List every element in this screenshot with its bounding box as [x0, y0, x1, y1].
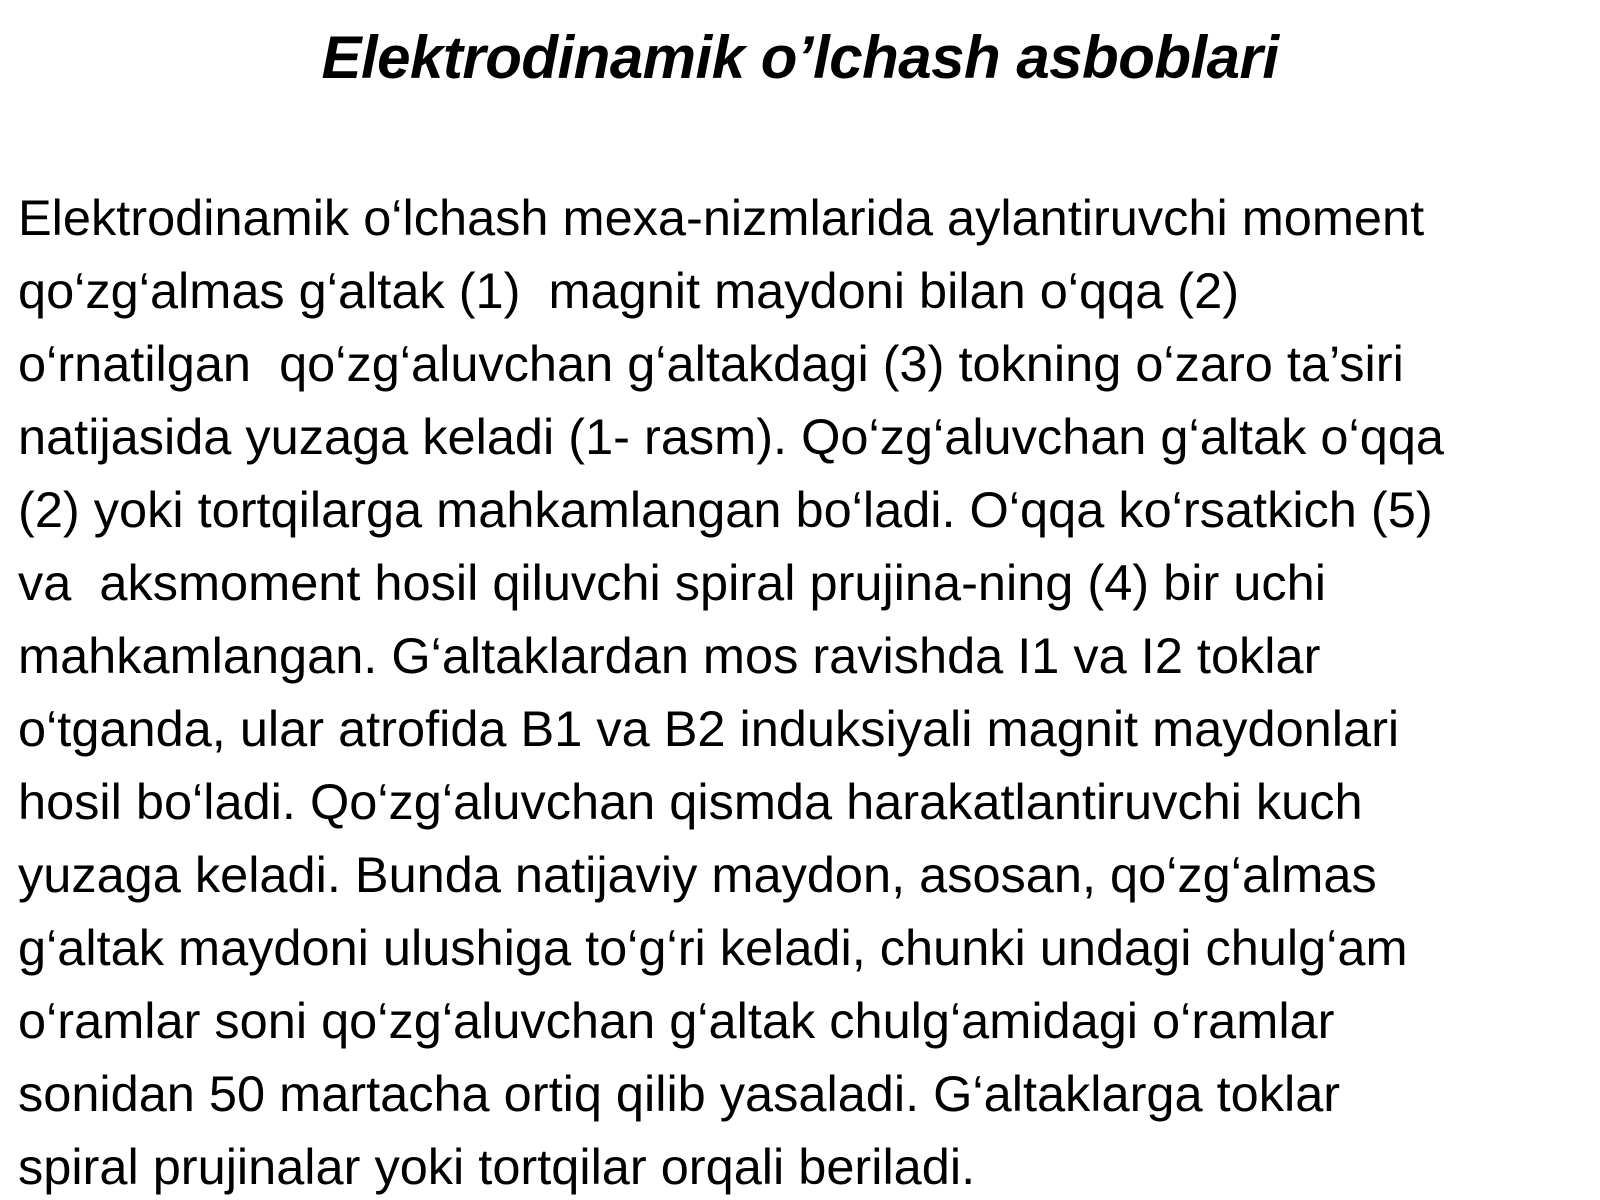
body-line: Elektrodinamik o‘lchash mexa-nizmlarida aylantiruvchi moment: [18, 189, 1425, 246]
body-line: va aksmoment hosil qiluvchi spiral prujina-ning (4) bir uchi: [18, 554, 1326, 611]
body-line: o‘ramlar soni qo‘zg‘aluvchan g‘altak chulg‘amidagi o‘ramlar: [18, 992, 1335, 1049]
body-line: sonidan 50 martacha ortiq qilib yasaladi. G‘altaklarga toklar: [18, 1065, 1341, 1122]
body-line: yuzaga keladi. Bunda natijaviy maydon, asosan, qo‘zg‘almas: [18, 846, 1377, 903]
body-line: natijasida yuzaga keladi (1- rasm). Qo‘zg‘aluvchan g‘altak o‘qqa: [18, 408, 1444, 465]
body-line: (2) yoki tortqilarga mahkamlangan bo‘ladi. O‘qqa ko‘rsatkich (5): [18, 481, 1433, 538]
body-line: spiral prujinalar yoki tortqilar orqali beriladi.: [18, 1138, 976, 1195]
body-line: hosil bo‘ladi. Qo‘zg‘aluvchan qismda harakatlantiruvchi kuch: [18, 773, 1363, 830]
body-line: mahkamlangan. G‘altaklardan mos ravishda I1 va I2 toklar: [18, 627, 1321, 684]
body-line: o‘rnatilgan qo‘zg‘aluvchan g‘altakdagi (3) tokning o‘zaro ta’siri: [18, 335, 1404, 392]
slide-title: Elektrodinamik o’lchash asboblari: [321, 24, 1279, 91]
body-line: o‘tganda, ular atrofida B1 va B2 induksiyali magnit maydonlari: [18, 700, 1400, 757]
body-paragraph: [18, 181, 1590, 1200]
body-line: g‘altak maydoni ulushiga to‘g‘ri keladi, chunki undagi chulg‘am: [18, 919, 1408, 976]
body-line: qo‘zg‘almas g‘altak (1) magnit maydoni bilan o‘qqa (2): [18, 262, 1240, 319]
